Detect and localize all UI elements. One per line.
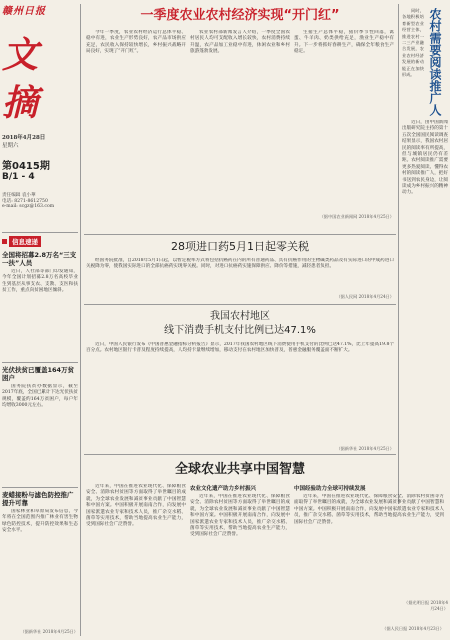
a3-headline-line1: 我国农村地区 [210,311,270,322]
right-col-lead-continuation: 同时，各地积极培育新型农业经营主体，推进农村一二三产业融合发展，农业农村经济发展的新动能正在加快形成。 [402,8,424,78]
square-bullet-icon [2,239,7,244]
editor-line: 责任编辑 袁小華 [2,193,36,198]
divider-a2-top [84,234,396,235]
a3-headline-line2: 线下消费手机支付比例已达47.1% [164,325,316,336]
lead-headline: 一季度农业农村经济实现“开门红” [140,8,340,23]
lead-col-3: 生猪生产总体平稳，猪价季节性回落，禽蛋、牛羊肉、奶类供给充足，渔业生产稳中有升。下一步将抓好春耕生产，确保全年粮食生产稳定。 [294,30,394,55]
briefs-header-label: 信息速递 [9,236,41,247]
brief-3-body: 国家林业和草原局发布信息，今年将在全国范围内推广林业有害生物绿色防控技术，提升防控效果和生态安全水平。 [2,509,78,534]
brief-1-body: 近日，人社部等部门印发通知，今年全国计划招募2.8万名高校毕业生到基层从事支农、支教、支医和扶贫工作，重点向贫困地区倾斜。 [2,269,78,294]
divider-a3-top [84,304,396,305]
email-line: e-mail: scgz@163.com [2,204,55,209]
brief-2-title: 光伏扶贫已覆盖164万贫困户 [2,366,75,382]
a3-body: 近日，中国人民银行发布《中国普惠金融指标分析报告》显示，2017年我国农村地区线下消费使用手机支付的比例已达47.1%，比上年提高19.8个百分点。农村地区银行卡普及程度持续提高，人均持卡量继续增加，移动支付在农村地区加快普及，普惠金融服务覆盖面不断扩大。 [86,342,394,354]
a2-headline: 28项进口药5月1日起零关税 [171,240,309,253]
brief-byline: （据新华社 2018年4月25日） [20,629,78,634]
phone-line: 电话: 8271-8612750 [2,199,48,204]
section-name: 文摘 [2,34,41,124]
left-column-divider [80,4,81,636]
a3-byline: （据新华社 2018年4月25日） [336,446,394,451]
paper-name: 赣州日报 [2,6,46,17]
divider-a4-top [84,454,396,455]
masthead-date: 2018年4月28日 [2,135,46,141]
masthead [2,2,80,234]
issue-number: 第0415期 [2,161,50,172]
masthead-weekday: 星期六 [2,143,19,149]
right-col-byline: （据光明日报 2018年4月24日） [404,600,448,611]
a2-body: 经国务院批准，自2018年5月1日起，以暂定税率方式将包括抗癌药在内的所有普通药品、具有抗癌作用的生物碱类药品及有实际进口的中成药进口关税降为零，使我国实际进口的全部抗癌药实现零关税。同时，对进口抗癌药实施保障供应、降价等措施，减轻患者负担。 [86,258,394,270]
brief-2-body: 国务院扶贫办数据显示，截至2017年底，全国已累计下达光伏扶贫规模，覆盖约164万贫困户，每户年均增收3000元左右。 [2,384,78,409]
a4-headline: 全球农业共享中国智慧 [174,462,305,477]
briefs-header [2,236,78,247]
lead-col-1: 今年一季度，农业农村经济运行总体平稳、稳中有进，农业生产形势良好，农产品市场供应充足，农民收入保持较快增长，乡村振兴战略开局良好，实现了“开门红”。 [86,30,186,55]
right-col-body: 近日，由中国新闻出版研究院主持的第十五次全国国民阅读调查结果显示，我国农村居民的阅读率有所提高，但与城镇居民仍有差距。农村阅读推广需要更多热爱阅读、懂得农村的阅读推广人，把好书送到农民身边，让阅读成为乡村振兴的精神动力。 [402,120,448,196]
right-col-title: 农村需要阅读推广人 [428,8,442,116]
page-id: B/1 - 4 [2,172,35,182]
briefs-column [2,236,78,636]
a4-col-2: 近年来，中国在推进农业现代化、保障粮食安全、消除农村贫困等方面取得了举世瞩目的成就，为全球农业发展和减贫事业贡献了中国智慧和中国方案。中国积极开展南南合作，向发展中国家派遣农业专家和技术人员，推广杂交水稻、菌草等实用技术，帮助当地提高农业生产能力，受到国际社会广泛赞誉。 [190,494,290,538]
lead-byline: （据中国农业新闻网 2018年4月25日） [319,214,394,219]
a4-col-1: 近年来，中国在推进农业现代化、保障粮食安全、消除农村贫困等方面取得了举世瞩目的成就，为全球农业发展和减贫事业贡献了中国智慧和中国方案。中国积极开展南南合作，向发展中国家派遣农业专家和技术人员，推广杂交水稻、菌草等实用技术，帮助当地提高农业生产能力，受到国际社会广泛赞誉。 [86,484,186,528]
masthead-divider [2,232,78,233]
a4-col-3: 近年来，中国在推进农业现代化、保障粮食安全、消除农村贫困等方面取得了举世瞩目的成就，为全球农业发展和减贫事业贡献了中国智慧和中国方案。中国积极开展南南合作，向发展中国家派遣农业专家和技术人员，推广杂交水稻、菌草等实用技术，帮助当地提高农业生产能力，受到国际社会广泛赞誉。 [294,494,444,525]
a4-subhead-2: 中国经验助力全球可持续发展 [294,486,366,492]
a4-subhead-1: 农业文化遗产助力乡村振兴 [190,486,257,492]
brief-divider-2 [2,487,78,488]
brief-1-title: 全国将招募2.8万名“三支一扶”人员 [2,251,77,267]
brief-divider-1 [2,362,78,363]
a2-byline: （据人民网 2018年4月24日） [336,294,394,299]
a4-byline: （据人民日报 2018年4月23日） [382,626,444,631]
brief-3-title: 麦蜡接粉与滤色防控推广提升可靠 [2,491,74,507]
lead-col-2: 农业农村部新闻发言人介绍，一季度全国农村居民人均可支配收入增长较快，农村消费持续升温，农产品加工业稳中有进，休闲农业和乡村旅游蓬勃发展。 [190,30,290,55]
right-column-divider [398,4,399,504]
